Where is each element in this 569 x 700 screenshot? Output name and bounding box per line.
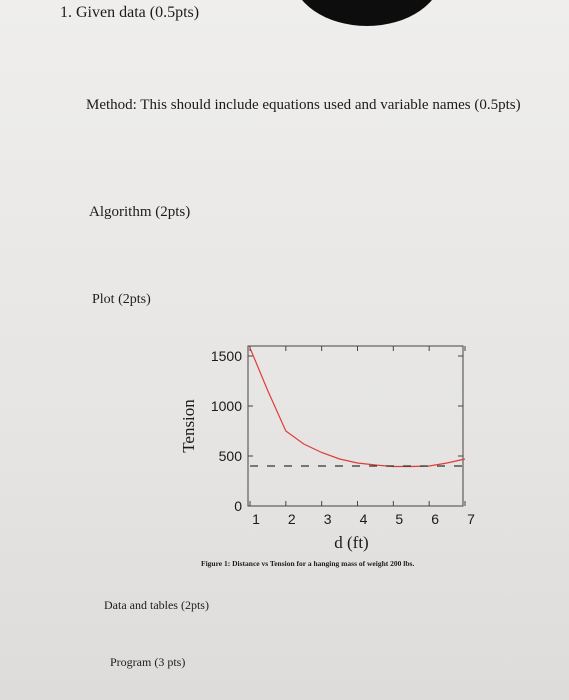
figure-caption: Figure 1: Distance vs Tension for a hanging mass of weight 200 lbs.	[201, 559, 415, 568]
plot-heading: Plot (2pts)	[92, 292, 151, 307]
algorithm-heading: Algorithm (2pts)	[89, 204, 191, 220]
x-tick-label: 2	[287, 511, 296, 527]
x-tick-label: 6	[431, 511, 440, 527]
x-tick-label: 1	[252, 511, 260, 527]
y-axis-title: Tension	[179, 399, 198, 453]
camera-shadow	[292, 0, 442, 26]
data-tables-heading: Data and tables (2pts)	[104, 598, 209, 612]
y-tick-label: 500	[218, 448, 242, 464]
x-tick-label: 7	[467, 511, 475, 527]
tension-chart	[170, 338, 480, 560]
y-tick-label: 1000	[210, 398, 242, 414]
plot-frame	[248, 346, 463, 506]
x-axis-title: d (ft)	[334, 533, 369, 552]
series-line	[250, 348, 465, 467]
y-tick-label: 0	[234, 498, 242, 514]
y-tick-label: 1500	[210, 348, 242, 364]
program-heading: Program (3 pts)	[110, 655, 186, 669]
x-tick-label: 3	[323, 511, 332, 527]
x-tick-label: 4	[359, 511, 368, 527]
x-tick-label: 5	[395, 511, 404, 527]
method-heading: Method: This should include equations used and variable names (0.5pts)	[86, 97, 521, 113]
question-title: 1. Given data (0.5pts)	[60, 4, 200, 21]
